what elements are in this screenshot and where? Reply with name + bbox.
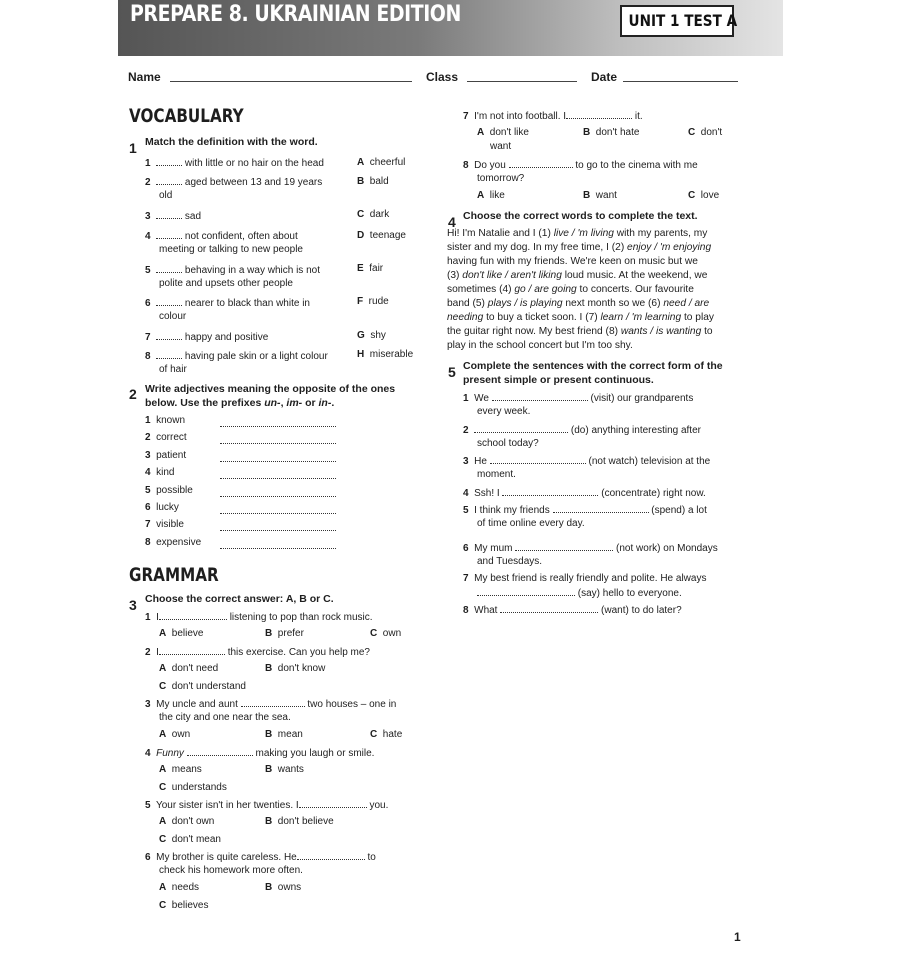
choice-question-3-cont: the city and one near the sea. — [159, 712, 291, 723]
sentence-1: 1 We (visit) our grandparents — [463, 393, 694, 404]
opposite-item-4: 4 kind — [145, 467, 175, 478]
opposite-item-5: 5 possible — [145, 485, 193, 496]
class-field[interactable] — [467, 81, 577, 82]
sentence-8: 8 What (want) to do later? — [463, 605, 682, 616]
choice-2-c[interactable]: C don't understand — [159, 681, 246, 692]
choice-1-b[interactable]: B prefer — [265, 628, 304, 639]
sentence-6-cont: and Tuesdays. — [477, 556, 543, 567]
choice-4-a[interactable]: A means — [159, 764, 202, 775]
match-row-7: 7 happy and positive — [145, 332, 269, 343]
match-word-g: G shy — [357, 330, 386, 341]
choice-7-a-cont: want — [490, 141, 512, 152]
choice-2-b[interactable]: B don't know — [265, 663, 326, 674]
match-word-e: E fair — [357, 263, 384, 274]
opposite-item-1: 1 known — [145, 415, 186, 426]
choice-3-c[interactable]: C hate — [370, 729, 403, 740]
choice-5-a[interactable]: A don't own — [159, 816, 215, 827]
sentence-7-cont: (say) hello to everyone. — [477, 586, 682, 601]
sentence-3-cont: moment. — [477, 469, 516, 480]
page-title: PREPARE 8. UKRAINIAN EDITION — [130, 2, 461, 27]
choice-6-b[interactable]: B owns — [265, 882, 302, 893]
name-field[interactable] — [170, 81, 412, 82]
opposite-item-2: 2 correct — [145, 432, 187, 443]
choice-5-c[interactable]: C don't mean — [159, 834, 221, 845]
match-word-h: H miserable — [357, 349, 414, 360]
sentence-2: 2 (do) anything interesting after — [463, 425, 701, 436]
match-row-6: 6 nearer to black than white in — [145, 298, 310, 309]
opposite-answer-3[interactable] — [220, 461, 336, 462]
exercise-2-number: 2 — [129, 386, 137, 402]
page-number: 1 — [734, 930, 741, 944]
choice-3-b[interactable]: B mean — [265, 729, 303, 740]
match-word-f: F rude — [357, 296, 389, 307]
class-label: Class — [426, 70, 459, 84]
match-row-2: 2 aged between 13 and 19 years — [145, 177, 323, 188]
choice-1-c[interactable]: C own — [370, 628, 402, 639]
exercise-5-number: 5 — [448, 364, 456, 380]
exercise-1-number: 1 — [129, 140, 137, 156]
match-row-6-cont: colour — [159, 311, 187, 322]
exercise-5-instruction: Complete the sentences with the correct form of the present simple or present continuous. — [463, 360, 723, 386]
opposite-answer-6[interactable] — [220, 513, 336, 514]
exercise-3-instruction: Choose the correct answer: A, B or C. — [145, 593, 334, 605]
sentence-7: 7 My best friend is really friendly and polite. He always — [463, 573, 707, 584]
match-row-8-cont: of hair — [159, 364, 187, 375]
opposite-answer-1[interactable] — [220, 426, 336, 427]
sentence-3: 3 He (not watch) television at the — [463, 456, 711, 467]
choice-question-7: 7 I'm not into football. I it. — [463, 111, 643, 122]
choice-question-3: 3 My uncle and aunt two houses – one in — [145, 699, 397, 710]
exercise-4-text: Hi! I'm Natalie and I (1) live / 'm living with my parents, my sister and my dog. In my free time, I (2) enjoy / 'm enjoying having fun with my friends. We're keen on music but we (3) don't like / aren't liking loud music. At the weekend, we sometimes (4) go / are going to concerts. Our favourite band (5) plays / is playing next month so we (6) need / are needing to buy a ticket soon. I (7) learn / 'm learning to play the guitar right now. My best friend (8) wants / is wanting to play in the school concert but I'm too shy. — [447, 228, 714, 351]
exercise-4-number: 4 — [448, 214, 456, 230]
match-word-d: D teenage — [357, 230, 406, 241]
choice-7-a[interactable]: A don't like — [477, 127, 529, 138]
match-row-5: 5 behaving in a way which is not — [145, 265, 320, 276]
choice-6-a[interactable]: A needs — [159, 882, 200, 893]
grammar-heading: GRAMMAR — [129, 564, 219, 586]
opposite-answer-4[interactable] — [220, 478, 336, 479]
choice-5-b[interactable]: B don't believe — [265, 816, 334, 827]
match-row-4: 4 not confident, often about — [145, 231, 298, 242]
match-row-4-cont: meeting or talking to new people — [159, 244, 303, 255]
sentence-5-cont: of time online every day. — [477, 518, 585, 529]
choice-2-a[interactable]: A don't need — [159, 663, 219, 674]
sentence-1-cont: every week. — [477, 406, 531, 417]
choice-3-a[interactable]: A own — [159, 729, 191, 740]
match-word-b: B bald — [357, 176, 389, 187]
choice-6-c[interactable]: C believes — [159, 900, 209, 911]
exercise-4-instruction: Choose the correct words to complete the text. — [463, 210, 698, 222]
choice-question-5: 5 Your sister isn't in her twenties. I you. — [145, 800, 389, 811]
unit-label: UNIT 1 TEST A — [628, 11, 738, 30]
match-word-c: C dark — [357, 209, 390, 220]
choice-1-a[interactable]: A believe — [159, 628, 204, 639]
sentence-5: 5 I think my friends (spend) a lot — [463, 505, 707, 516]
opposite-answer-7[interactable] — [220, 530, 336, 531]
sentence-6: 6 My mum (not work) on Mondays — [463, 543, 718, 554]
choice-question-8-cont: tomorrow? — [477, 173, 525, 184]
match-row-1: 1 with little or no hair on the head — [145, 158, 324, 169]
choice-8-c[interactable]: C love — [688, 190, 720, 201]
choice-8-b[interactable]: B want — [583, 190, 617, 201]
opposite-item-3: 3 patient — [145, 450, 187, 461]
exercise-2-instruction: Write adjectives meaning the opposite of the ones below. Use the prefixes un-, im- or in-. — [145, 383, 396, 409]
name-label: Name — [128, 70, 161, 84]
match-row-8: 8 having pale skin or a light colour — [145, 351, 328, 362]
choice-question-2: 2 I this exercise. Can you help me? — [145, 647, 370, 658]
opposite-answer-2[interactable] — [220, 443, 336, 444]
opposite-item-7: 7 visible — [145, 519, 184, 530]
choice-4-c[interactable]: C understands — [159, 782, 227, 793]
choice-7-c[interactable]: C don't — [688, 127, 723, 138]
choice-8-a[interactable]: A like — [477, 190, 505, 201]
opposite-answer-8[interactable] — [220, 548, 336, 549]
choice-question-6-cont: check his homework more often. — [159, 865, 303, 876]
exercise-1-instruction: Match the definition with the word. — [145, 136, 318, 148]
match-row-2-cont: old — [159, 190, 173, 201]
choice-question-6: 6 My brother is quite careless. He to — [145, 852, 376, 863]
choice-4-b[interactable]: B wants — [265, 764, 304, 775]
choice-question-4: 4 Funny making you laugh or smile. — [145, 748, 375, 759]
match-word-a: A cheerful — [357, 157, 406, 168]
match-row-5-cont: polite and upsets other people — [159, 278, 293, 289]
sentence-4: 4 Ssh! I (concentrate) right now. — [463, 488, 706, 499]
opposite-answer-5[interactable] — [220, 496, 336, 497]
date-field[interactable] — [623, 81, 738, 82]
date-label: Date — [591, 70, 618, 84]
exercise-3-number: 3 — [129, 597, 137, 613]
match-row-3: 3 sad — [145, 211, 202, 222]
choice-7-b[interactable]: B don't hate — [583, 127, 640, 138]
opposite-item-8: 8 expensive — [145, 537, 202, 548]
vocabulary-heading: VOCABULARY — [129, 105, 244, 127]
opposite-item-6: 6 lucky — [145, 502, 179, 513]
choice-question-8: 8 Do you to go to the cinema with me — [463, 160, 698, 171]
sentence-2-cont: school today? — [477, 438, 539, 449]
choice-question-1: 1 I listening to pop than rock music. — [145, 612, 373, 623]
